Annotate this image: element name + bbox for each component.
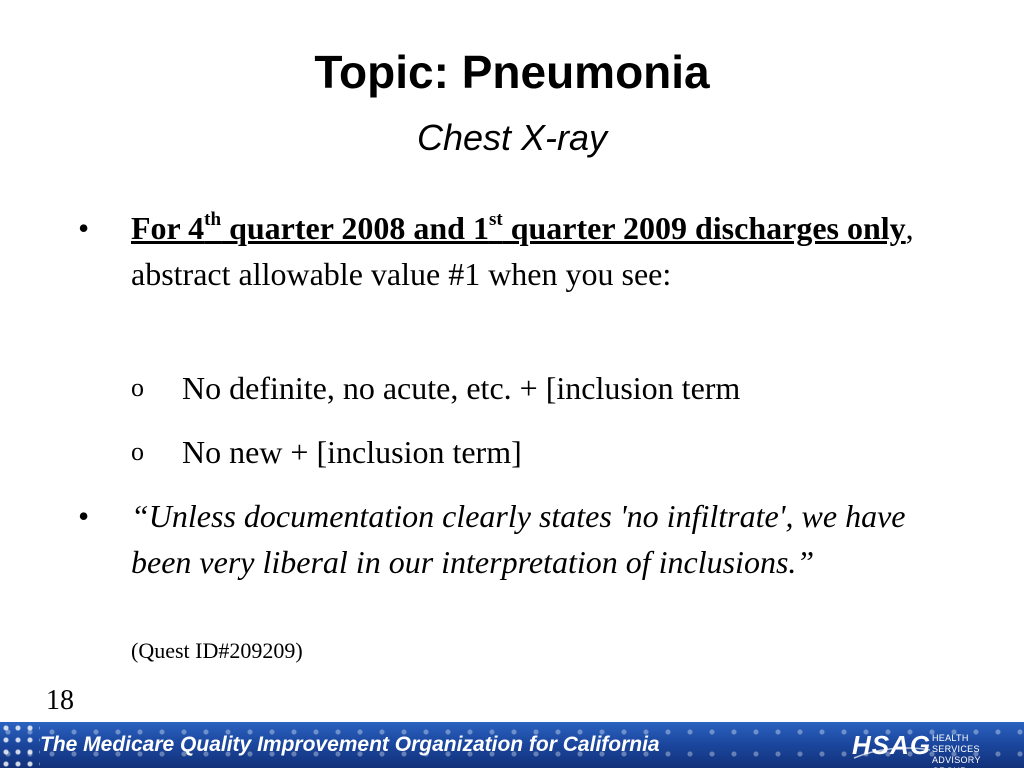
sub-bullet-marker: o: [131, 373, 144, 402]
footer-banner: [0, 722, 1024, 776]
logo-mark: HSAG: [852, 730, 932, 760]
slide-subtitle: Chest X-ray: [416, 117, 608, 158]
bullet-first-text: [131, 205, 961, 297]
sub-bullet-marker: o: [131, 437, 144, 466]
bullet-first-rest: , abstract allowable value #1 when you see:: [131, 210, 914, 292]
bullet-quote: “Unless documentation clearly states 'no infiltrate', we have been very liberal in our interpretation of inclusions.”: [131, 498, 906, 580]
logo-line: ADVISORY GROUP: [932, 755, 981, 776]
footer-text: The Medicare Quality Improvement Organization for California: [40, 733, 660, 756]
superscript: th: [204, 209, 222, 231]
bullet-marker: •: [78, 210, 90, 246]
text-part: quarter 2008 and 1: [221, 210, 489, 246]
superscript: st: [488, 209, 503, 231]
footer-decoration: [0, 722, 40, 768]
slide-number: 18: [46, 685, 74, 716]
bullet-first-emphasis: [131, 210, 906, 246]
logo-subtitle: [932, 733, 1012, 777]
slide-title: Topic: Pneumonia: [314, 46, 710, 98]
bullet-marker: •: [78, 498, 90, 534]
sub-bullet-item: No definite, no acute, etc. + [inclusion term: [182, 370, 741, 406]
logo-line: HEALTH SERVICES: [932, 733, 980, 754]
text-part: quarter 2009 discharges only: [502, 210, 906, 246]
sub-bullet-item: No new + [inclusion term]: [182, 434, 522, 470]
citation: (Quest ID#209209): [131, 638, 303, 663]
hsag-logo: [852, 728, 1012, 776]
text-part: For 4: [131, 210, 205, 246]
